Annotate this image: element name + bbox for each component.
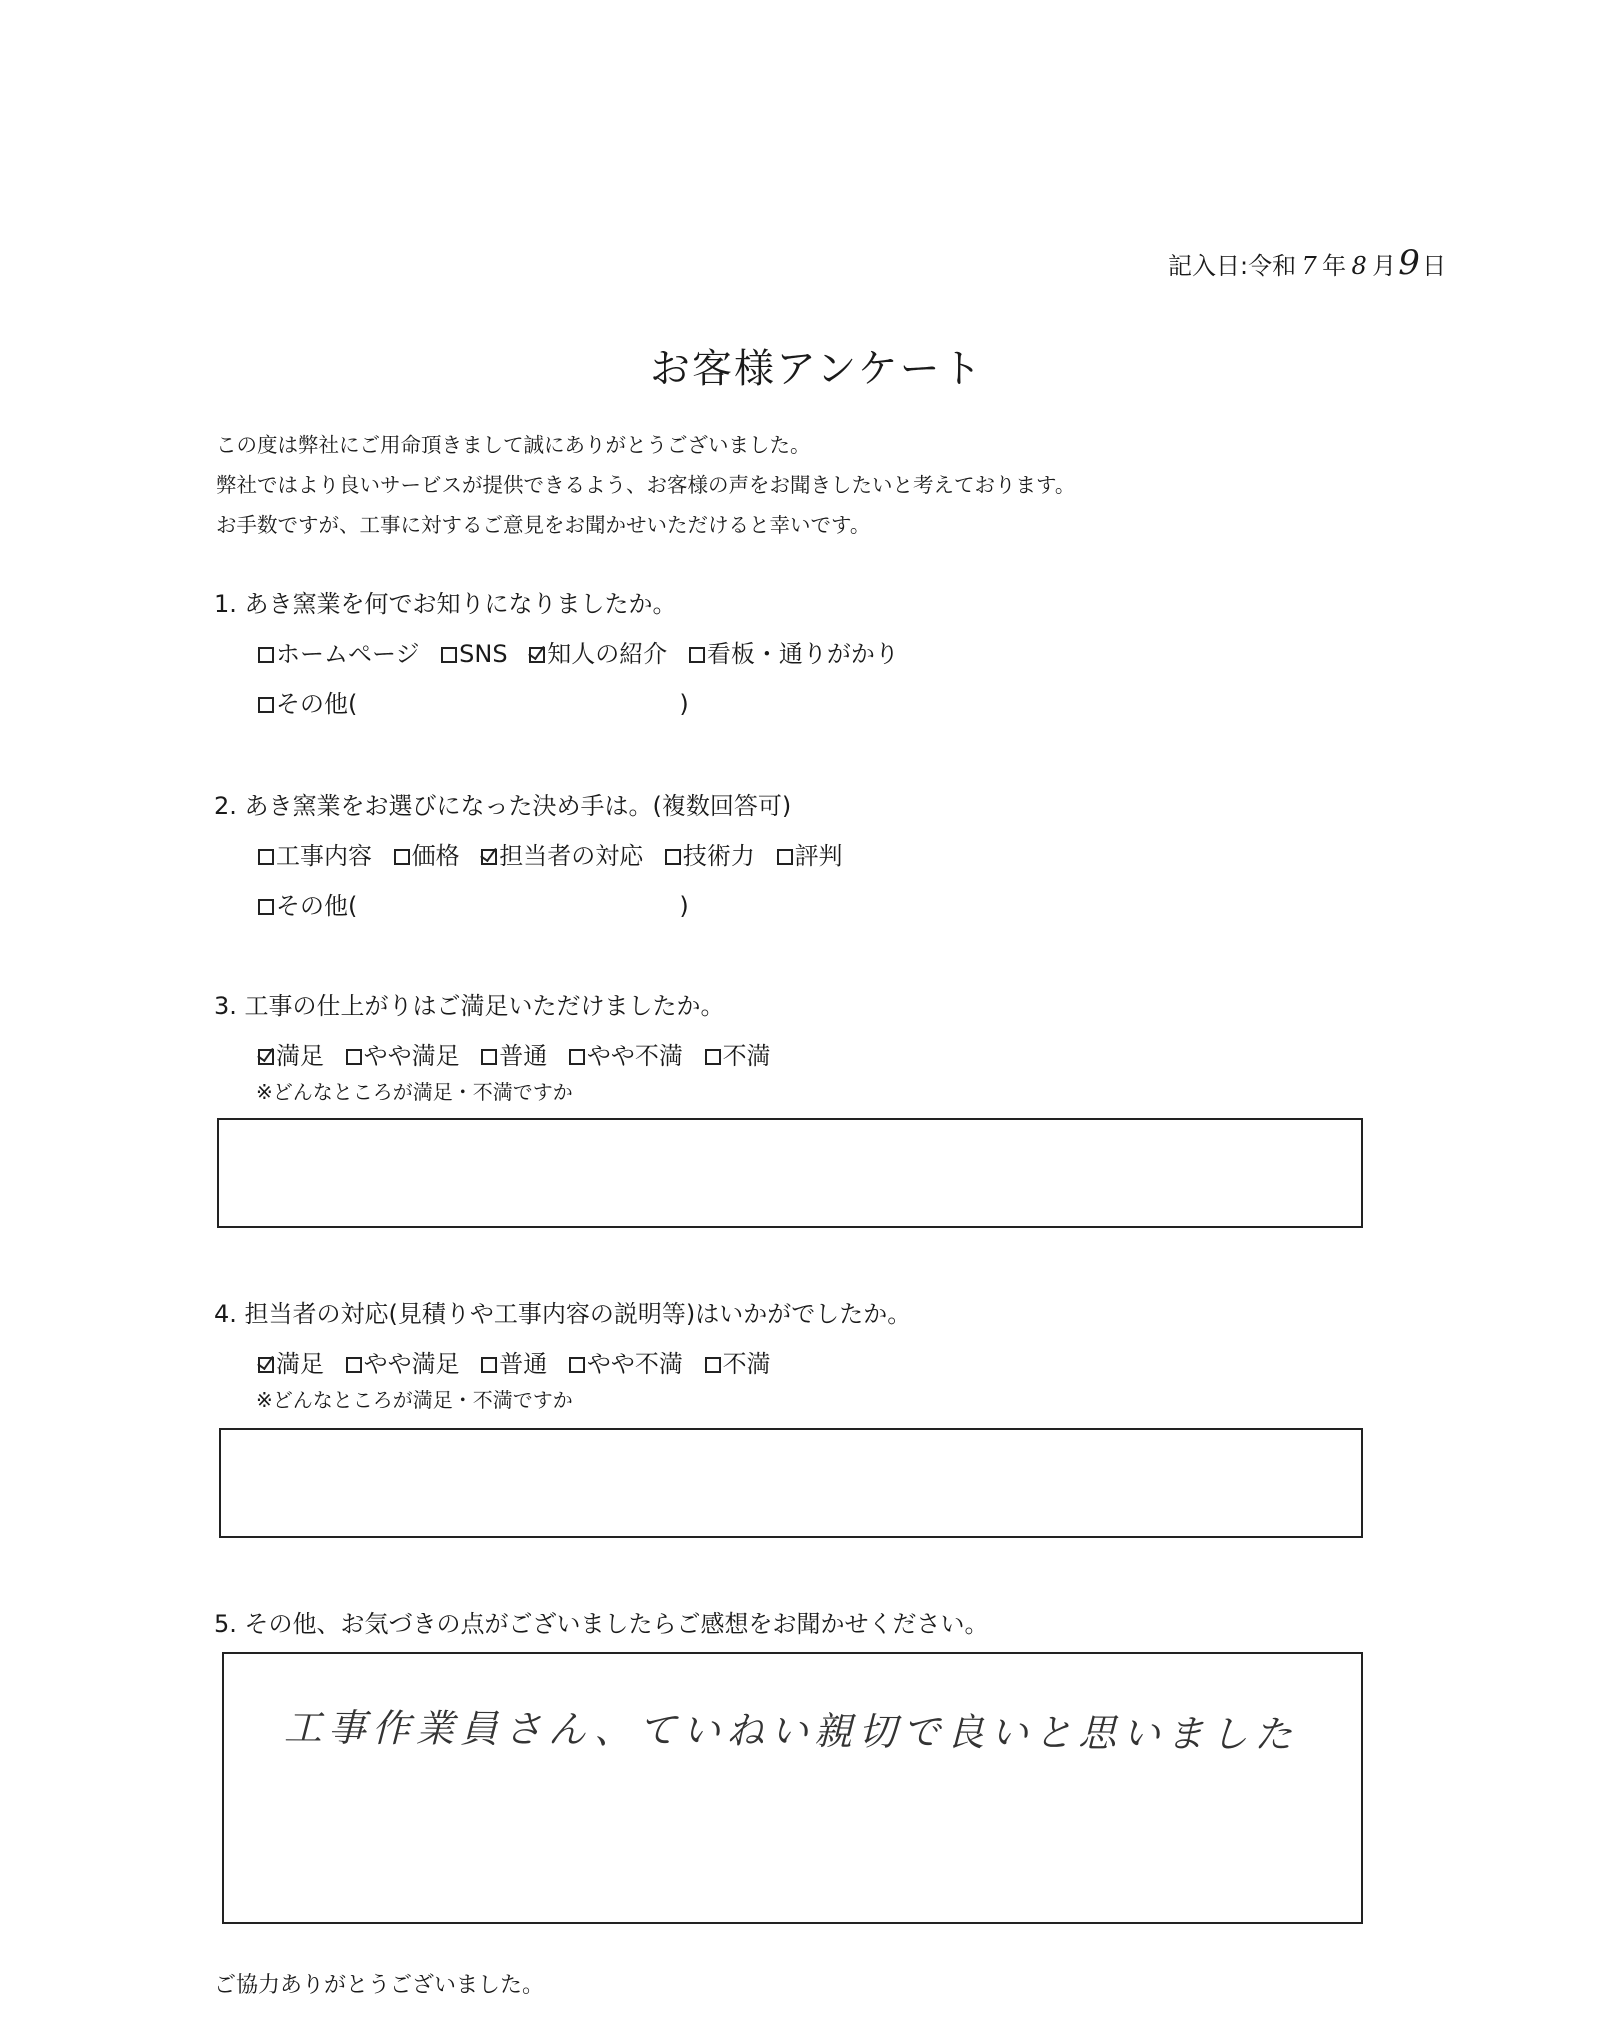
checkbox[interactable]	[689, 647, 705, 663]
date-label: 記入日:令和	[1168, 252, 1297, 280]
checkbox-checked[interactable]	[481, 849, 497, 865]
q3-note: ※どんなところが満足・不満ですか	[256, 1080, 573, 1104]
cutoff-text	[214, 2013, 1114, 2027]
page-title: お客様アンケート	[650, 346, 984, 392]
q1-option-sns[interactable]	[441, 640, 507, 668]
q3-option-dissatisfied[interactable]	[705, 1036, 771, 1071]
q4-option-somewhat-satisfied[interactable]	[346, 1344, 460, 1379]
option-label: 満足	[276, 1042, 324, 1070]
q5-title: 5. その他、お気づきの点がございましたらご感想をお聞かせください。	[214, 1610, 989, 1638]
checkbox[interactable]	[705, 1049, 721, 1065]
q4-option-dissatisfied[interactable]	[705, 1344, 771, 1379]
checkbox[interactable]	[481, 1049, 497, 1065]
month-label: 月	[1372, 252, 1397, 280]
year-value: 7	[1301, 252, 1317, 280]
q1-option-referral[interactable]	[529, 634, 667, 669]
intro-line: お手数ですが、工事に対するご意見をお聞かせいただけると幸いです。	[216, 513, 871, 537]
q3-title: 3. 工事の仕上がりはご満足いただけましたか。	[214, 992, 725, 1020]
checkbox[interactable]	[441, 647, 457, 663]
other-close: )	[679, 690, 689, 718]
q4-option-neutral[interactable]	[481, 1344, 547, 1379]
q3-option-satisfied[interactable]	[258, 1036, 324, 1071]
q3-option-somewhat-dissatisfied[interactable]	[569, 1036, 683, 1071]
checkbox[interactable]	[346, 1357, 362, 1373]
q4-options	[258, 1344, 785, 1379]
option-label: やや満足	[363, 1350, 460, 1378]
q1-option-homepage[interactable]	[258, 634, 420, 669]
checkbox[interactable]	[258, 849, 274, 865]
q2-options	[258, 836, 857, 871]
month-value: 8	[1351, 252, 1367, 280]
option-label: 担当者の対応	[499, 842, 644, 870]
option-label: 普通	[499, 1350, 548, 1378]
q1-other[interactable]	[258, 684, 689, 719]
day-label: 日	[1422, 252, 1447, 280]
other-label: その他(	[276, 690, 358, 718]
q2-option-reputation[interactable]	[777, 836, 843, 871]
option-label: 価格	[411, 842, 460, 870]
checkbox-checked[interactable]	[258, 1049, 274, 1065]
option-label: ホームページ	[276, 640, 420, 668]
checkbox[interactable]	[258, 647, 274, 663]
q2-option-work-content[interactable]	[258, 836, 372, 871]
date-line	[1168, 243, 1447, 283]
q4-note: ※どんなところが満足・不満ですか	[256, 1388, 573, 1412]
q1-option-signboard[interactable]	[689, 634, 899, 669]
option-label: 不満	[722, 1042, 771, 1070]
q4-option-somewhat-dissatisfied[interactable]	[569, 1344, 683, 1379]
q5-handwritten-answer: 工事作業員さん、ていねい親切で良いと思いました	[283, 1705, 1299, 1757]
option-label: 不満	[722, 1350, 771, 1378]
option-label: SNS	[459, 640, 508, 668]
q5-answer-box[interactable]	[222, 1652, 1363, 1924]
q4-answer-box[interactable]	[219, 1428, 1363, 1538]
q2-other[interactable]	[258, 886, 689, 921]
checkbox[interactable]	[258, 899, 274, 915]
checkbox[interactable]	[665, 849, 681, 865]
checkbox[interactable]	[569, 1049, 585, 1065]
option-label: やや満足	[363, 1042, 460, 1070]
year-label: 年	[1322, 252, 1347, 280]
q2-option-staff[interactable]	[481, 836, 643, 871]
intro-line: この度は弊社にご用命頂きまして誠にありがとうございました。	[216, 433, 811, 457]
option-label: 普通	[499, 1042, 548, 1070]
checkbox[interactable]	[569, 1357, 585, 1373]
checkbox[interactable]	[481, 1357, 497, 1373]
option-label: 評判	[794, 842, 843, 870]
option-label: 知人の紹介	[547, 640, 668, 668]
option-label: 看板・通りがかり	[706, 640, 899, 668]
option-label: 満足	[276, 1350, 324, 1378]
intro-line: 弊社ではより良いサービスが提供できるよう、お客様の声をお聞きしたいと考えております。	[216, 473, 1076, 497]
q4-option-satisfied[interactable]	[258, 1344, 324, 1379]
other-close: )	[679, 892, 689, 920]
thanks-text: ご協力ありがとうございました。	[214, 1973, 545, 1998]
day-value: 9	[1398, 243, 1420, 283]
q4-title: 4. 担当者の対応(見積りや工事内容の説明等)はいかがでしたか。	[214, 1300, 912, 1328]
q3-answer-box[interactable]	[217, 1118, 1363, 1228]
checkbox[interactable]	[705, 1357, 721, 1373]
q1-title: 1. あき窯業を何でお知りになりましたか。	[214, 590, 677, 618]
checkbox[interactable]	[346, 1049, 362, 1065]
intro-text	[216, 425, 1075, 545]
q2-title: 2. あき窯業をお選びになった決め手は。(複数回答可)	[214, 792, 792, 820]
option-label: 技術力	[682, 842, 755, 870]
checkbox[interactable]	[394, 849, 410, 865]
other-label: その他(	[276, 892, 358, 920]
checkbox[interactable]	[777, 849, 793, 865]
checkbox[interactable]	[258, 697, 274, 713]
q2-option-price[interactable]	[394, 836, 460, 871]
q2-option-skill[interactable]	[665, 836, 755, 871]
q1-options	[258, 634, 913, 669]
q3-option-neutral[interactable]	[481, 1036, 547, 1071]
option-label: やや不満	[586, 1042, 683, 1070]
q3-options	[258, 1036, 785, 1071]
option-label: やや不満	[586, 1350, 683, 1378]
checkbox-checked[interactable]	[529, 647, 545, 663]
option-label: 工事内容	[276, 842, 372, 870]
q3-option-somewhat-satisfied[interactable]	[346, 1036, 460, 1071]
checkbox-checked[interactable]	[258, 1357, 274, 1373]
